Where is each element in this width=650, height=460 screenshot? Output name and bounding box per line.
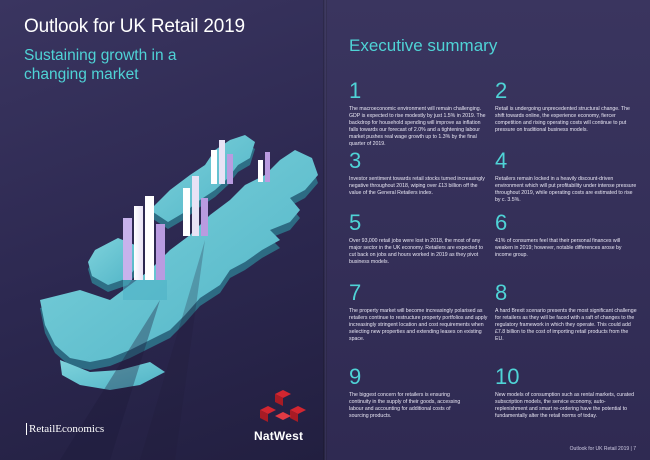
point-text: The property market will become increasingly polarised as retailers continue to restructure property portfolios and apply increasingly stringent location and cost requirements when selecting new properties and extending leases on existing space. (349, 308, 488, 342)
page-gutter (323, 0, 327, 460)
summary-point-2 (495, 80, 637, 134)
point-text: New models of consumption such as rental markets, curated subscription models, the service economy, auto-replenishment and smart re-ordering have the potential to fundamentally alter the retail norms of today. (495, 392, 634, 419)
summary-point-9 (349, 366, 469, 420)
point-number: 6 (495, 210, 508, 235)
point-number: 4 (495, 148, 508, 173)
point-number: 3 (349, 148, 362, 173)
point-number: 10 (495, 364, 520, 389)
document-title: Outlook for UK Retail 2019 (24, 16, 245, 37)
summary-point-8 (495, 282, 637, 343)
point-text: The biggest concern for retailers is ensuring continuity in the supply of their goods, accessing labour and accounting for additional costs of sourcing products. (349, 392, 461, 419)
point-number: 9 (349, 364, 362, 389)
point-number: 1 (349, 78, 362, 103)
point-text: Retail is undergoing unprecedented structural change. The shift towards online, the experience economy, fiercer competition and rising operating costs will continue to put pressure on traditional business models. (495, 106, 630, 133)
retail-economics-logo: RetailEconomics (26, 423, 104, 435)
summary-point-6 (495, 212, 637, 259)
point-text: A hard Brexit scenario presents the most significant challenge for retailers as they will be faced with a raft of changes to the regulatory framework in which they operate. This could add £7.8 billion to the cost of importing retail products from the EU. (495, 308, 637, 342)
summary-point-5 (349, 212, 491, 266)
summary-point-7 (349, 282, 491, 343)
natwest-cubes-icon (258, 388, 308, 428)
document-subtitle: Sustaining growth in a changing market (24, 47, 177, 83)
section-title: Executive summary (349, 36, 498, 55)
summary-point-1 (349, 80, 491, 148)
page-footer: Outlook for UK Retail 2019 | 7 (569, 446, 636, 452)
point-number: 7 (349, 280, 362, 305)
point-number: 8 (495, 280, 508, 305)
point-text: Investor sentiment towards retail stocks turned increasingly negative throughout 2018, wiping over £13 billion off the value of the General Retailers index. (349, 176, 485, 196)
natwest-logo: NatWest (254, 429, 304, 443)
summary-point-10 (495, 366, 637, 420)
point-number: 5 (349, 210, 362, 235)
point-text: 41% of consumers feel that their personal finances will weaken in 2019; however, notable differences arose by income group. (495, 238, 622, 258)
logo-rule-icon (26, 423, 27, 435)
point-text: The macroeconomic environment will remain challenging. GDP is expected to rise modestly by just 1.5% in 2019. The backdrop for household spending will improve as inflation falls towards our forecast of 2.0% and a tightening labour market pushes real wage growth up to 1.3% by the final quarter of 2019. (349, 106, 486, 147)
summary-point-4 (495, 150, 637, 204)
summary-page (325, 0, 650, 460)
point-number: 2 (495, 78, 508, 103)
point-text: Over 93,000 retail jobs were lost in 2018, the most of any major sector in the UK economy. Retailers are expected to cut back on jobs and hours worked in 2019 as they pivot business models. (349, 238, 483, 265)
summary-point-3 (349, 150, 491, 197)
point-text: Retailers remain locked in a heavily discount-driven environment which will put profitability under intense pressure throughout 2019, while operating costs are estimated to rise by c. 3.5%. (495, 176, 637, 203)
